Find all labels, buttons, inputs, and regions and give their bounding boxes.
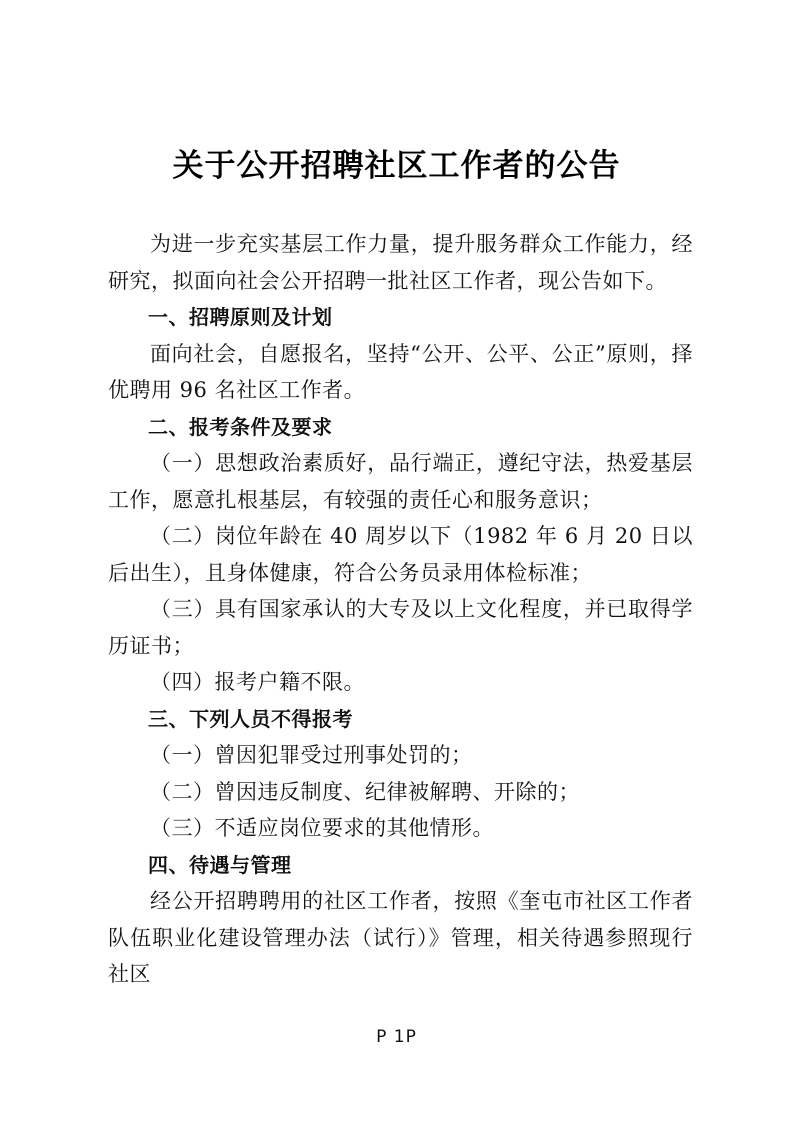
section-heading-2: 二、报考条件及要求 [148, 414, 333, 439]
section-3-item-2: （二）曾因违反制度、纪律被解聘、开除的； [150, 779, 580, 804]
intro-paragraph: 为进一步充实基层工作力量，提升服务群众工作能力，经研究，拟面向社会公开招聘一批社区工作者，现公告如下。 [108, 232, 693, 293]
document-body [108, 226, 693, 993]
section-3-item-3: （三）不适应岗位要求的其他情形。 [150, 816, 494, 840]
section-heading-1: 一、招聘原则及计划 [148, 305, 333, 329]
section-4-paragraph-1: 经公开招聘聘用的社区工作者，按照《奎屯市社区工作者队伍职业化建设管理办法（试行）》管理，相关待遇参照现行社区 [108, 889, 693, 986]
section-1-paragraph-1: 面向社会，自愿报名，坚持“公开、公平、公正”原则，择优聘用 96 名社区工作者。 [108, 341, 693, 402]
section-heading-4: 四、待遇与管理 [148, 852, 292, 877]
page-number: P 1P [376, 1027, 417, 1047]
section-heading-3: 三、下列人员不得报考 [148, 706, 353, 731]
document-title: 关于公开招聘社区工作者的公告 [172, 148, 621, 184]
section-2-item-2: （二）岗位年龄在 40 周岁以下（1982 年 6 月 20 日以后出生），且身体健康，符合公务员录用体检标准； [108, 524, 693, 585]
section-2-item-1: （一）思想政治素质好，品行端正，遵纪守法，热爱基层工作，愿意扎根基层，有较强的责任心和服务意识； [108, 451, 693, 512]
section-2-item-3: （三）具有国家承认的大专及以上文化程度，并已取得学历证书； [108, 597, 693, 658]
section-3-item-1: （一）曾因犯罪受过刑事处罚的； [150, 743, 473, 767]
section-2-item-4: （四）报考户籍不限。 [150, 670, 365, 694]
